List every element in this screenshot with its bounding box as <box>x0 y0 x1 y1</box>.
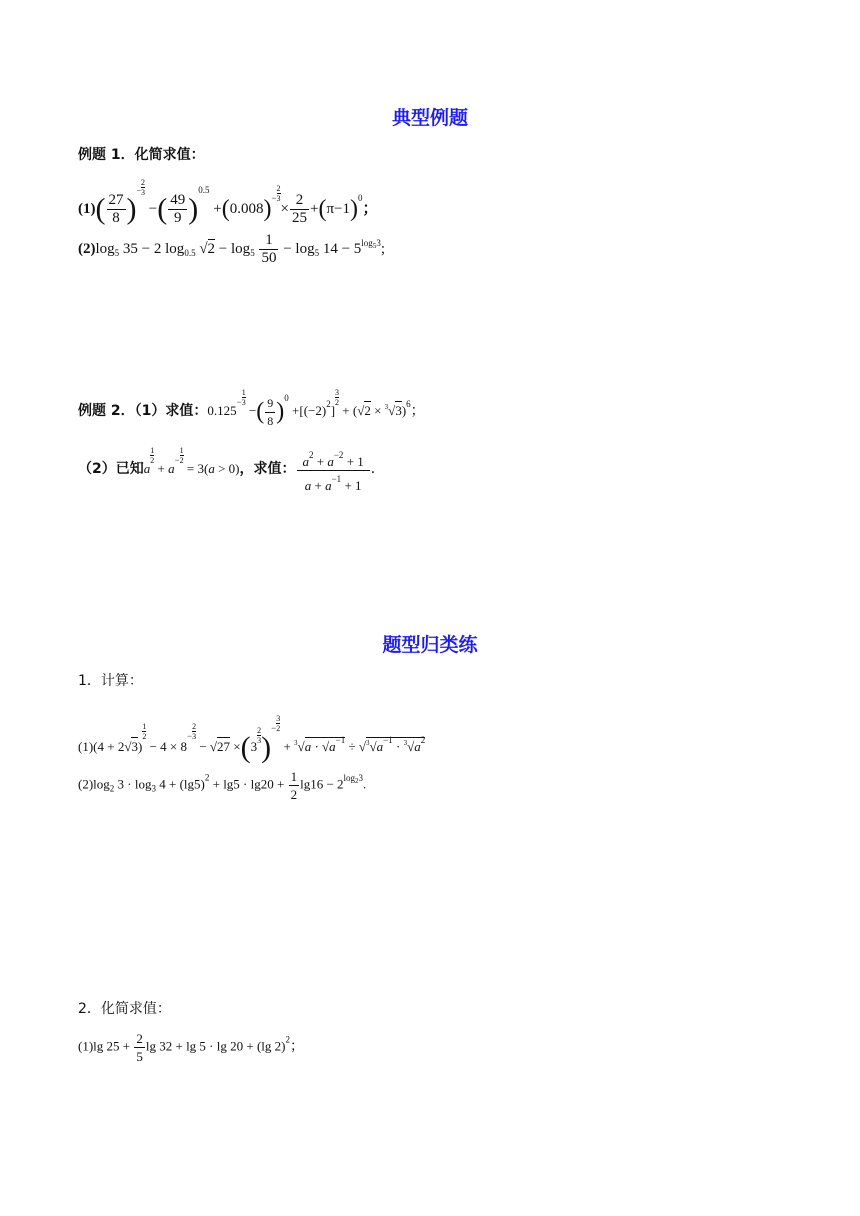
practice2-heading: 2．化简求值： <box>78 1001 171 1017</box>
practice2-part1-label: (1) <box>78 1038 94 1054</box>
practice1-part2-label: (2) <box>78 776 94 792</box>
example2-part1: 例题 2．（1）求值：0.125− $\frac{1}{3}$ −( $\frac{9}{8}$ )$^0 +[(-2)^2]$ $\frac{3}{2}$ + $(√2 \times ^3√3)^6$； <box>78 388 425 428</box>
practice1-part1-label: (1) <box>78 739 94 754</box>
section-title-examples: 典型例题 <box>391 107 468 129</box>
example2-heading: 例题 2．（1）求值： <box>78 403 208 419</box>
practice1-part1: (1)(4 + 2√3) $\frac{1}{2}$ − 4 × 8− $\frac{2}{3}$ − √27 ×(3 $\frac{2}{3}$ )− $\frac{3}{2}$ + $^3√a \cdot √a^{-1} \div √^3√a^{-1} \cdot ^3√a^2$ <box>78 714 426 765</box>
example2-part2: （2）已知a $\frac{1}{2}$ + a− $\frac{1}{2}$ = 3(a > 0)，求值： $\frac{a^2 + a^{-2} + 1}{a + a^{-1} + 1}$ ． <box>78 446 385 493</box>
example1-part2: $(2)\log_5$ 35 − 2 $\log_{0.5} √2 - \log_5$ $\frac{1}{50}$ − $\log_5 14 - 5^{log_53}$; <box>78 232 385 266</box>
example1-part1: (1)( $\frac{27}{8}$ ) − $\frac{2}{3}$ −( $\frac{49}{9}$ )$^{0.5}$ +(0.008)− $\frac{2}{3}$ × $\frac{2}{25}$ $+(\pi-1)^0$； <box>78 178 378 227</box>
example2-part2-mid: ，求值： <box>239 461 296 477</box>
example1-part1-label: (1) <box>78 201 96 217</box>
practice1-part2: $(2)\log_2$ $3 \cdot \log_3 4 + (\lg 5)^2 + \lg 5 \cdot \lg 20$ + $\frac{1}{2}$ $\lg 16 - 2^{log_23}$. <box>78 769 367 802</box>
practice2-part1: (1)lg 25 + $\frac{2}{5}$ lg 32 + lg 5 · lg 20 + (lg 2)$^2$； <box>78 1031 304 1064</box>
section-title-practice: 题型归类练 <box>382 634 478 656</box>
practice1-heading: 1．计算： <box>78 673 143 689</box>
example2-part2-end: ． <box>370 461 385 477</box>
example1-part2-label: (2) <box>78 240 96 257</box>
example2-part2-prefix: （2）已知 <box>78 461 144 477</box>
example1-heading: 例题 1．化简求值： <box>78 147 205 163</box>
